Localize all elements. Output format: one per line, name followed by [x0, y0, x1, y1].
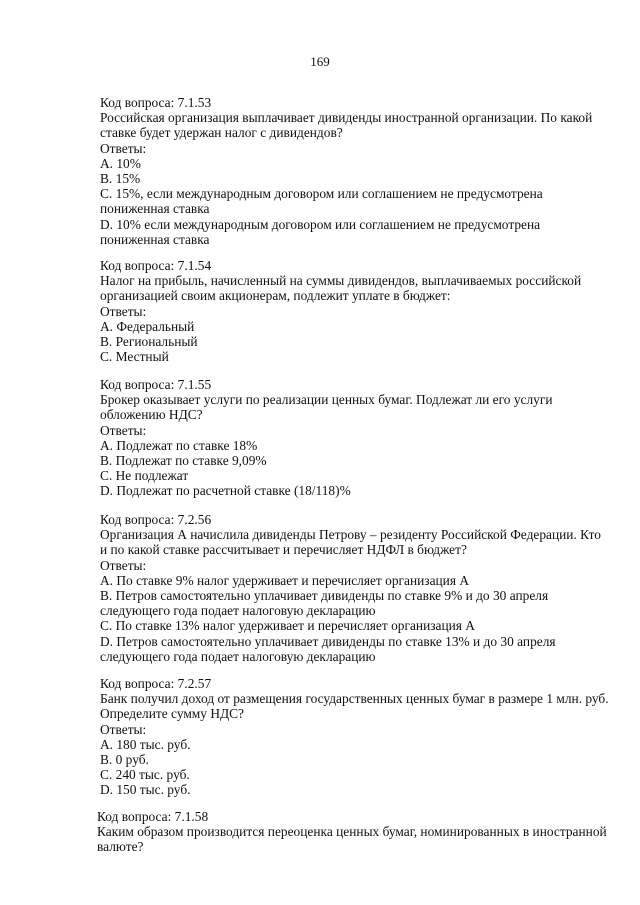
answers-label: Ответы: [100, 422, 147, 438]
question-text: Налог на прибыль, начисленный на суммы дивидендов, выплачиваемых российской организацией своим акционерам, подлежит уплате в бюджет: [100, 273, 582, 304]
question-block [100, 377, 610, 499]
question-text: Каким образом производится переоценка ценных бумаг, номинированных в иностранной валюте? [97, 824, 607, 855]
page-number: 169 [310, 54, 330, 69]
answer-option: В. Региональный [100, 334, 198, 350]
answers-label: Ответы: [100, 721, 147, 737]
answer-option: В. 15% [100, 171, 141, 187]
question-block [100, 676, 610, 798]
answer-option: D. 150 тыс. руб. [100, 782, 191, 798]
answer-option: D. Подлежат по расчетной ставке (18/118)% [100, 483, 351, 499]
answer-option: D. 10% если международным договором или соглашением не предусмотрена пониженная ставка [100, 216, 541, 247]
question-text: Банк получил доход от размещения государственных ценных бумаг в размере 1 млн. руб. Определите сумму НДС? [100, 691, 609, 722]
answers-label: Ответы: [100, 303, 147, 319]
answer-option: D. Петров самостоятельно уплачивает дивиденды по ставке 13% и до 30 апреля следующего года подает налоговую декларацию [100, 633, 556, 664]
question-code: Код вопроса: 7.1.55 [100, 377, 212, 392]
answer-option: С. 240 тыс. руб. [100, 767, 190, 783]
answers-label: Ответы: [100, 557, 147, 573]
answer-option: А. 180 тыс. руб. [100, 736, 191, 752]
answer-option: В. 0 руб. [100, 752, 149, 768]
answer-option: С. Не подлежат [100, 468, 189, 484]
answer-option: В. Петров самостоятельно уплачивает дивиденды по ставке 9% и до 30 апреля следующего года подает налоговую декларацию [100, 588, 549, 619]
question-block [100, 95, 610, 247]
question-text: Российская организация выплачивает дивиденды иностранной организации. По какой ставке будет удержан налог с дивидендов? [100, 110, 593, 141]
question-block [97, 809, 607, 855]
question-block [100, 258, 610, 364]
answer-option: А. Подлежат по ставке 18% [100, 437, 258, 453]
question-code: Код вопроса: 7.2.56 [100, 512, 212, 527]
question-text: Организация А начислила дивиденды Петрову – резиденту Российской Федерации. Кто и по какой ставке рассчитывает и перечисляет НДФЛ в бюджет? [100, 527, 601, 558]
answer-option: В. Подлежат по ставке 9,09% [100, 453, 267, 469]
answer-option: А. 10% [100, 155, 141, 171]
answer-option: С. 15%, если международным договором или соглашением не предусмотрена пониженная ставка [100, 186, 543, 217]
answer-option: А. Федеральный [100, 318, 195, 334]
answers-label: Ответы: [100, 140, 147, 156]
question-code: Код вопроса: 7.1.58 [97, 809, 209, 824]
question-code: Код вопроса: 7.2.57 [100, 676, 212, 691]
question-code: Код вопроса: 7.1.54 [100, 258, 212, 273]
answer-option: А. По ставке 9% налог удерживает и перечисляет организация А [100, 572, 470, 588]
question-code: Код вопроса: 7.1.53 [100, 95, 212, 110]
answer-option: С. Местный [100, 349, 169, 365]
question-block [100, 512, 610, 664]
question-text: Брокер оказывает услуги по реализации ценных бумаг. Подлежат ли его услуги обложению НДС? [100, 392, 553, 423]
answer-option: С. По ставке 13% налог удерживает и перечисляет организация А [100, 618, 475, 634]
